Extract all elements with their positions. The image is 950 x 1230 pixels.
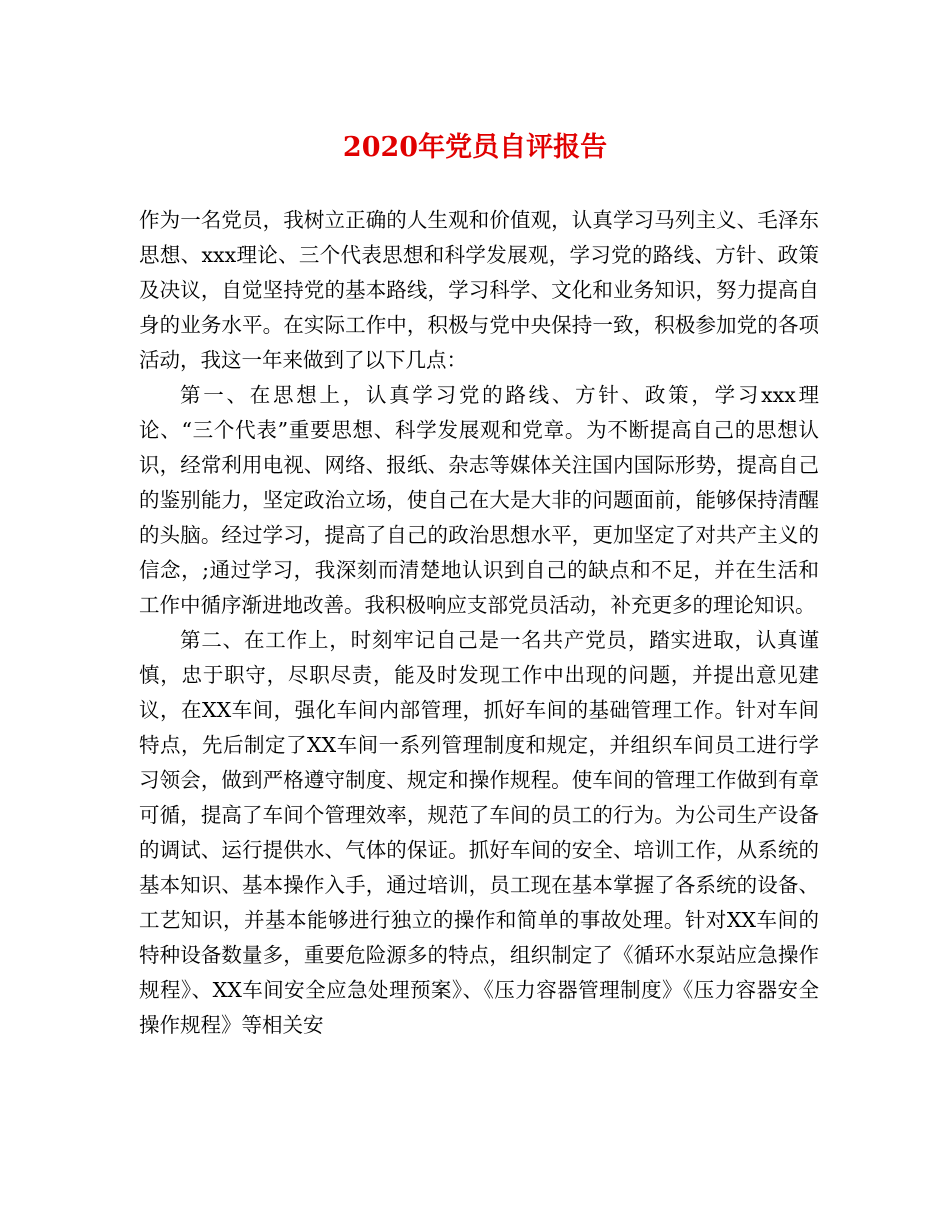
work-paragraph: 第二、在工作上，时刻牢记自己是一名共产党员，踏实进取，认真谨慎，忠于职守，尽职尽责，能及时发现工作中出现的问题，并提出意见建议，在XX车间，强化车间内部管理，抓好车间的基础管理工作。针对车间特点，先后制定了XX车间一系列管理制度和规定，并组织车间员工进行学习领会，做到严格遵守制度、规定和操作规程。使车间的管理工作做到有章可循，提高了车间个管理效率，规范了车间的员工的行为。为公司生产设备的调试、运行提供水、气体的保证。抓好车间的安全、培训工作，从系统的基本知识、基本操作入手，通过培训，员工现在基本掌握了各系统的设备、工艺知识，并基本能够进行独立的操作和简单的事故处理。针对XX车间的特种设备数量多，重要危险源多的特点，组织制定了《循环水泵站应急操作规程》、XX车间安全应急处理预案》、《压力容器管理制度》《压力容器安全操作规程》等相关安 bbox=[139, 628, 819, 1037]
document-body bbox=[139, 203, 819, 1043]
intro-paragraph: 作为一名党员，我树立正确的人生观和价值观，认真学习马列主义、毛泽东思想、xxx理论、三个代表思想和科学发展观，学习党的路线、方针、政策及决议，自觉坚持党的基本路线，学习科学、文化和业务知识，努力提高自身的业务水平。在实际工作中，积极与党中央保持一致，积极参加党的各项活动，我这一年来做到了以下几点： bbox=[139, 208, 819, 372]
document-title: 2020年党员自评报告 bbox=[342, 132, 608, 163]
ideology-paragraph: 第一、在思想上，认真学习党的路线、方针、政策，学习xxx理论、“三个代表”重要思想、科学发展观和党章。为不断提高自己的思想认识，经常利用电视、网络、报纸、杂志等媒体关注国内国际形势，提高自己的鉴别能力，坚定政治立场，使自己在大是大非的问题面前，能够保持清醒的头脑。经过学习，提高了自己的政治思想水平，更加坚定了对共产主义的信念，;通过学习，我深刻而清楚地认识到自己的缺点和不足，并在生活和工作中循序渐进地改善。我积极响应支部党员活动，补充更多的理论知识。 bbox=[139, 383, 819, 617]
